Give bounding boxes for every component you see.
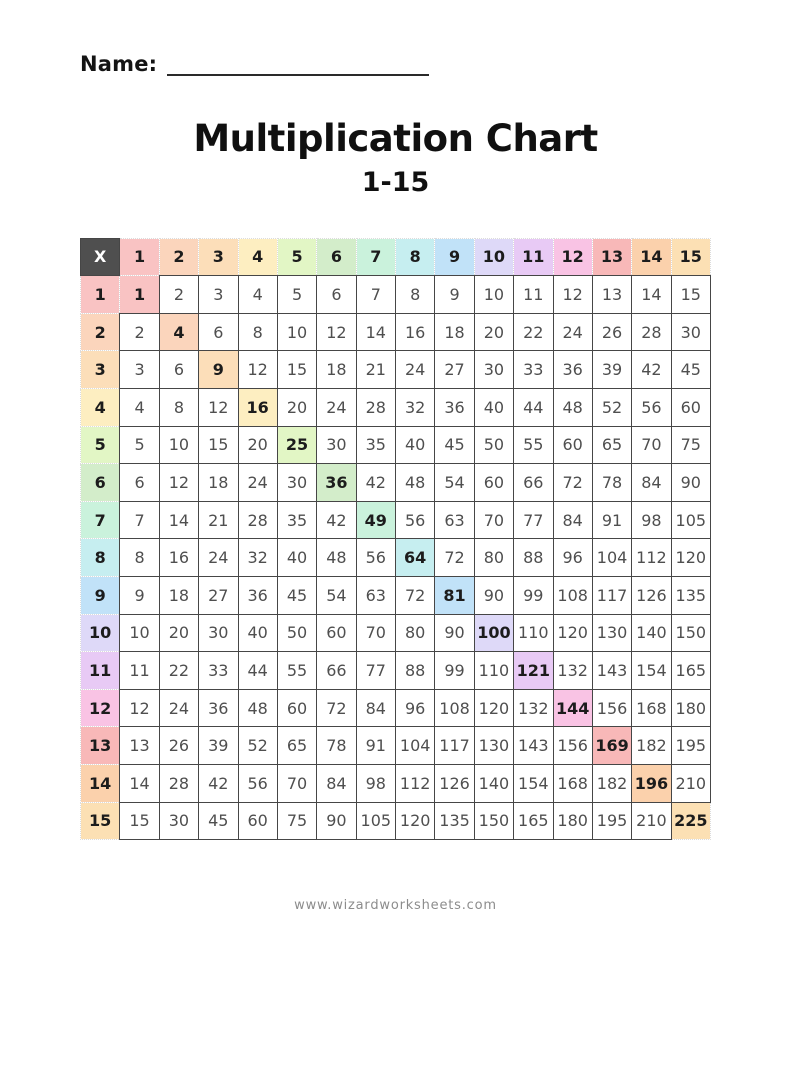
product-cell: 10 — [159, 426, 198, 464]
product-cell: 60 — [317, 614, 356, 652]
product-cell: 165 — [514, 802, 553, 840]
product-cell: 48 — [238, 689, 277, 727]
table-row — [81, 388, 711, 426]
name-underline — [167, 72, 429, 76]
product-cell: 7 — [120, 501, 159, 539]
table-row — [81, 313, 711, 351]
product-cell: 70 — [356, 614, 395, 652]
product-cell: 60 — [277, 689, 316, 727]
col-header-3: 3 — [199, 238, 238, 276]
product-cell: 26 — [159, 727, 198, 765]
product-cell: 65 — [277, 727, 316, 765]
corner-cell-x: X — [81, 238, 120, 276]
diagonal-cell: 144 — [553, 689, 592, 727]
diagonal-cell: 100 — [474, 614, 513, 652]
product-cell: 45 — [435, 426, 474, 464]
product-cell: 60 — [238, 802, 277, 840]
product-cell: 63 — [435, 501, 474, 539]
product-cell: 20 — [277, 388, 316, 426]
product-cell: 104 — [592, 539, 631, 577]
product-cell: 11 — [120, 652, 159, 690]
product-cell: 105 — [671, 501, 710, 539]
product-cell: 72 — [317, 689, 356, 727]
product-cell: 165 — [671, 652, 710, 690]
product-cell: 90 — [671, 464, 710, 502]
product-cell: 112 — [396, 764, 435, 802]
product-cell: 10 — [474, 276, 513, 314]
product-cell: 56 — [632, 388, 671, 426]
product-cell: 99 — [435, 652, 474, 690]
row-header-4: 4 — [81, 388, 120, 426]
product-cell: 40 — [396, 426, 435, 464]
product-cell: 72 — [553, 464, 592, 502]
row-header-11: 11 — [81, 652, 120, 690]
product-cell: 30 — [474, 351, 513, 389]
product-cell: 110 — [514, 614, 553, 652]
product-cell: 16 — [396, 313, 435, 351]
product-cell: 14 — [632, 276, 671, 314]
product-cell: 15 — [671, 276, 710, 314]
product-cell: 13 — [592, 276, 631, 314]
footer-url: www.wizardworksheets.com — [294, 898, 497, 914]
product-cell: 91 — [592, 501, 631, 539]
product-cell: 84 — [632, 464, 671, 502]
product-cell: 80 — [396, 614, 435, 652]
product-cell: 78 — [317, 727, 356, 765]
product-cell: 156 — [592, 689, 631, 727]
product-cell: 126 — [632, 576, 671, 614]
product-cell: 143 — [514, 727, 553, 765]
row-header-14: 14 — [81, 764, 120, 802]
product-cell: 24 — [396, 351, 435, 389]
product-cell: 91 — [356, 727, 395, 765]
product-cell: 5 — [277, 276, 316, 314]
product-cell: 48 — [317, 539, 356, 577]
name-row — [80, 52, 711, 76]
row-header-15: 15 — [81, 802, 120, 840]
table-body — [81, 276, 711, 840]
product-cell: 11 — [514, 276, 553, 314]
product-cell: 120 — [553, 614, 592, 652]
product-cell: 15 — [120, 802, 159, 840]
product-cell: 154 — [514, 764, 553, 802]
product-cell: 180 — [671, 689, 710, 727]
product-cell: 14 — [159, 501, 198, 539]
product-cell: 75 — [277, 802, 316, 840]
product-cell: 35 — [356, 426, 395, 464]
product-cell: 30 — [277, 464, 316, 502]
product-cell: 10 — [120, 614, 159, 652]
product-cell: 22 — [159, 652, 198, 690]
product-cell: 84 — [356, 689, 395, 727]
product-cell: 96 — [553, 539, 592, 577]
product-cell: 96 — [396, 689, 435, 727]
diagonal-cell: 81 — [435, 576, 474, 614]
row-header-3: 3 — [81, 351, 120, 389]
col-header-13: 13 — [592, 238, 631, 276]
col-header-8: 8 — [396, 238, 435, 276]
product-cell: 42 — [317, 501, 356, 539]
table-row — [81, 802, 711, 840]
product-cell: 48 — [396, 464, 435, 502]
product-cell: 4 — [238, 276, 277, 314]
product-cell: 20 — [474, 313, 513, 351]
product-cell: 60 — [553, 426, 592, 464]
product-cell: 104 — [396, 727, 435, 765]
product-cell: 143 — [592, 652, 631, 690]
product-cell: 108 — [435, 689, 474, 727]
product-cell: 28 — [159, 764, 198, 802]
product-cell: 24 — [159, 689, 198, 727]
product-cell: 84 — [553, 501, 592, 539]
product-cell: 8 — [238, 313, 277, 351]
product-cell: 65 — [592, 426, 631, 464]
product-cell: 54 — [435, 464, 474, 502]
product-cell: 77 — [514, 501, 553, 539]
product-cell: 80 — [474, 539, 513, 577]
table-row — [81, 426, 711, 464]
product-cell: 40 — [238, 614, 277, 652]
product-cell: 45 — [277, 576, 316, 614]
product-cell: 24 — [553, 313, 592, 351]
product-cell: 28 — [632, 313, 671, 351]
product-cell: 52 — [238, 727, 277, 765]
table-row — [81, 539, 711, 577]
product-cell: 32 — [238, 539, 277, 577]
product-cell: 210 — [632, 802, 671, 840]
product-cell: 44 — [238, 652, 277, 690]
product-cell: 8 — [396, 276, 435, 314]
product-cell: 18 — [435, 313, 474, 351]
product-cell: 70 — [474, 501, 513, 539]
product-cell: 33 — [514, 351, 553, 389]
product-cell: 112 — [632, 539, 671, 577]
product-cell: 10 — [277, 313, 316, 351]
diagonal-cell: 196 — [632, 764, 671, 802]
product-cell: 42 — [356, 464, 395, 502]
product-cell: 18 — [317, 351, 356, 389]
product-cell: 66 — [317, 652, 356, 690]
table-row — [81, 351, 711, 389]
product-cell: 154 — [632, 652, 671, 690]
diagonal-cell: 36 — [317, 464, 356, 502]
row-header-1: 1 — [81, 276, 120, 314]
product-cell: 48 — [553, 388, 592, 426]
product-cell: 50 — [474, 426, 513, 464]
product-cell: 30 — [199, 614, 238, 652]
product-cell: 55 — [514, 426, 553, 464]
product-cell: 42 — [199, 764, 238, 802]
row-header-2: 2 — [81, 313, 120, 351]
product-cell: 30 — [671, 313, 710, 351]
product-cell: 99 — [514, 576, 553, 614]
product-cell: 108 — [553, 576, 592, 614]
product-cell: 90 — [317, 802, 356, 840]
col-header-11: 11 — [514, 238, 553, 276]
product-cell: 9 — [435, 276, 474, 314]
product-cell: 36 — [553, 351, 592, 389]
product-cell: 156 — [553, 727, 592, 765]
col-header-14: 14 — [632, 238, 671, 276]
product-cell: 63 — [356, 576, 395, 614]
product-cell: 6 — [317, 276, 356, 314]
product-cell: 12 — [159, 464, 198, 502]
product-cell: 88 — [514, 539, 553, 577]
product-cell: 60 — [474, 464, 513, 502]
product-cell: 40 — [474, 388, 513, 426]
product-cell: 77 — [356, 652, 395, 690]
product-cell: 28 — [238, 501, 277, 539]
product-cell: 150 — [671, 614, 710, 652]
product-cell: 24 — [238, 464, 277, 502]
page-title: Multiplication Chart — [193, 117, 598, 160]
col-header-6: 6 — [317, 238, 356, 276]
product-cell: 12 — [317, 313, 356, 351]
product-cell: 32 — [396, 388, 435, 426]
product-cell: 168 — [632, 689, 671, 727]
product-cell: 117 — [592, 576, 631, 614]
col-header-12: 12 — [553, 238, 592, 276]
product-cell: 180 — [553, 802, 592, 840]
product-cell: 168 — [553, 764, 592, 802]
product-cell: 135 — [671, 576, 710, 614]
product-cell: 30 — [159, 802, 198, 840]
product-cell: 14 — [120, 764, 159, 802]
product-cell: 45 — [199, 802, 238, 840]
product-cell: 15 — [199, 426, 238, 464]
row-header-13: 13 — [81, 727, 120, 765]
product-cell: 12 — [238, 351, 277, 389]
product-cell: 88 — [396, 652, 435, 690]
product-cell: 210 — [671, 764, 710, 802]
product-cell: 78 — [592, 464, 631, 502]
col-header-7: 7 — [356, 238, 395, 276]
product-cell: 15 — [277, 351, 316, 389]
product-cell: 27 — [435, 351, 474, 389]
col-header-4: 4 — [238, 238, 277, 276]
product-cell: 126 — [435, 764, 474, 802]
table-row — [81, 614, 711, 652]
diagonal-cell: 25 — [277, 426, 316, 464]
name-label: Name: — [80, 52, 158, 76]
product-cell: 30 — [317, 426, 356, 464]
product-cell: 195 — [671, 727, 710, 765]
product-cell: 56 — [356, 539, 395, 577]
product-cell: 12 — [199, 388, 238, 426]
product-cell: 9 — [120, 576, 159, 614]
product-cell: 84 — [317, 764, 356, 802]
product-cell: 42 — [632, 351, 671, 389]
diagonal-cell: 49 — [356, 501, 395, 539]
product-cell: 36 — [435, 388, 474, 426]
product-cell: 120 — [671, 539, 710, 577]
product-cell: 50 — [277, 614, 316, 652]
table-row — [81, 689, 711, 727]
product-cell: 135 — [435, 802, 474, 840]
product-cell: 36 — [199, 689, 238, 727]
product-cell: 12 — [120, 689, 159, 727]
product-cell: 56 — [238, 764, 277, 802]
diagonal-cell: 9 — [199, 351, 238, 389]
product-cell: 20 — [159, 614, 198, 652]
table-row — [81, 727, 711, 765]
product-cell: 70 — [277, 764, 316, 802]
product-cell: 117 — [435, 727, 474, 765]
diagonal-cell: 64 — [396, 539, 435, 577]
table-row — [81, 276, 711, 314]
col-header-15: 15 — [671, 238, 710, 276]
product-cell: 54 — [317, 576, 356, 614]
diagonal-cell: 4 — [159, 313, 198, 351]
product-cell: 182 — [592, 764, 631, 802]
row-header-9: 9 — [81, 576, 120, 614]
diagonal-cell: 121 — [514, 652, 553, 690]
worksheet-page — [0, 52, 791, 1076]
col-header-9: 9 — [435, 238, 474, 276]
product-cell: 110 — [474, 652, 513, 690]
table-row — [81, 464, 711, 502]
product-cell: 120 — [396, 802, 435, 840]
product-cell: 20 — [238, 426, 277, 464]
diagonal-cell: 16 — [238, 388, 277, 426]
product-cell: 2 — [159, 276, 198, 314]
product-cell: 24 — [317, 388, 356, 426]
product-cell: 120 — [474, 689, 513, 727]
product-cell: 70 — [632, 426, 671, 464]
product-cell: 13 — [120, 727, 159, 765]
product-cell: 4 — [120, 388, 159, 426]
product-cell: 27 — [199, 576, 238, 614]
col-header-5: 5 — [277, 238, 316, 276]
product-cell: 5 — [120, 426, 159, 464]
product-cell: 35 — [277, 501, 316, 539]
table-row — [81, 576, 711, 614]
product-cell: 18 — [159, 576, 198, 614]
product-cell: 52 — [592, 388, 631, 426]
product-cell: 6 — [199, 313, 238, 351]
product-cell: 28 — [356, 388, 395, 426]
product-cell: 45 — [671, 351, 710, 389]
product-cell: 150 — [474, 802, 513, 840]
product-cell: 26 — [592, 313, 631, 351]
row-header-6: 6 — [81, 464, 120, 502]
product-cell: 55 — [277, 652, 316, 690]
product-cell: 60 — [671, 388, 710, 426]
product-cell: 130 — [592, 614, 631, 652]
row-header-8: 8 — [81, 539, 120, 577]
page-subtitle: 1-15 — [361, 166, 430, 198]
product-cell: 14 — [356, 313, 395, 351]
product-cell: 39 — [592, 351, 631, 389]
product-cell: 6 — [159, 351, 198, 389]
product-cell: 2 — [120, 313, 159, 351]
product-cell: 24 — [199, 539, 238, 577]
product-cell: 12 — [553, 276, 592, 314]
product-cell: 44 — [514, 388, 553, 426]
product-cell: 72 — [435, 539, 474, 577]
multiplication-table — [80, 238, 711, 841]
product-cell: 36 — [238, 576, 277, 614]
product-cell: 98 — [632, 501, 671, 539]
product-cell: 105 — [356, 802, 395, 840]
product-cell: 21 — [356, 351, 395, 389]
product-cell: 72 — [396, 576, 435, 614]
product-cell: 22 — [514, 313, 553, 351]
product-cell: 33 — [199, 652, 238, 690]
product-cell: 182 — [632, 727, 671, 765]
product-cell: 39 — [199, 727, 238, 765]
product-cell: 98 — [356, 764, 395, 802]
product-cell: 130 — [474, 727, 513, 765]
row-header-10: 10 — [81, 614, 120, 652]
product-cell: 40 — [277, 539, 316, 577]
col-header-10: 10 — [474, 238, 513, 276]
product-cell: 3 — [120, 351, 159, 389]
row-header-7: 7 — [81, 501, 120, 539]
product-cell: 90 — [435, 614, 474, 652]
diagonal-cell: 169 — [592, 727, 631, 765]
row-header-5: 5 — [81, 426, 120, 464]
product-cell: 132 — [553, 652, 592, 690]
product-cell: 8 — [159, 388, 198, 426]
product-cell: 140 — [474, 764, 513, 802]
table-row — [81, 501, 711, 539]
product-cell: 7 — [356, 276, 395, 314]
diagonal-cell: 1 — [120, 276, 159, 314]
product-cell: 6 — [120, 464, 159, 502]
product-cell: 18 — [199, 464, 238, 502]
col-header-1: 1 — [120, 238, 159, 276]
table-header — [81, 238, 711, 276]
col-header-2: 2 — [159, 238, 198, 276]
product-cell: 16 — [159, 539, 198, 577]
product-cell: 66 — [514, 464, 553, 502]
product-cell: 56 — [396, 501, 435, 539]
product-cell: 90 — [474, 576, 513, 614]
diagonal-cell: 225 — [671, 802, 710, 840]
product-cell: 75 — [671, 426, 710, 464]
table-row — [81, 652, 711, 690]
product-cell: 195 — [592, 802, 631, 840]
product-cell: 21 — [199, 501, 238, 539]
row-header-12: 12 — [81, 689, 120, 727]
table-row — [81, 764, 711, 802]
product-cell: 140 — [632, 614, 671, 652]
product-cell: 8 — [120, 539, 159, 577]
product-cell: 132 — [514, 689, 553, 727]
product-cell: 3 — [199, 276, 238, 314]
